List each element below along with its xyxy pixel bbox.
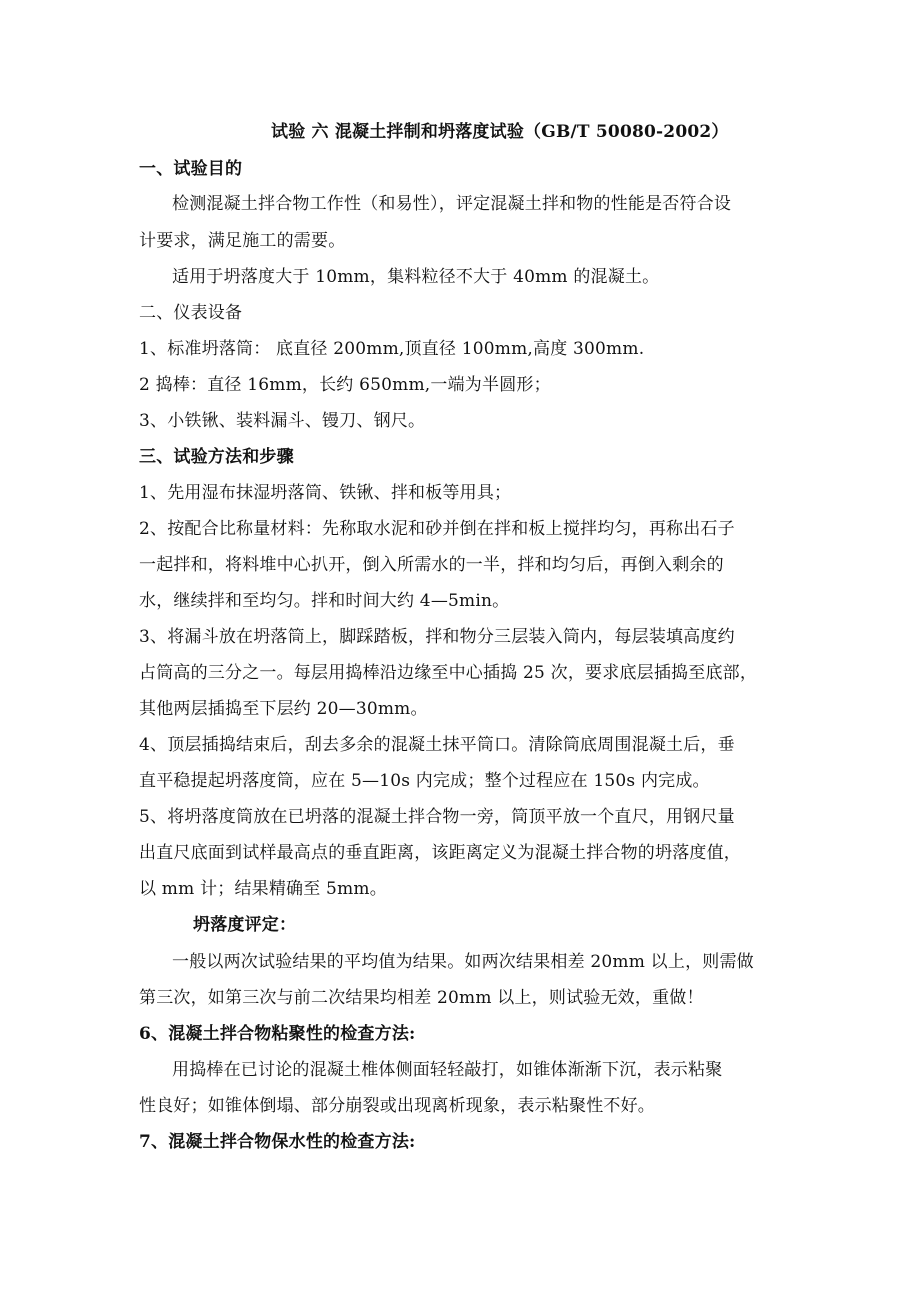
section-1-paragraph-1-line-1: 检测混凝土拌合物工作性（和易性），评定混凝土拌和物的性能是否符合设 bbox=[172, 194, 732, 214]
section-1-paragraph-1-line-2: 计要求，满足施工的需要。 bbox=[139, 231, 346, 251]
step-3-line-3: 其他两层插捣至下层约 20—30mm。 bbox=[139, 699, 428, 719]
step-5-line-1: 5、将坍落度筒放在已坍落的混凝土拌合物一旁，筒顶平放一个直尺，用钢尺量 bbox=[139, 807, 735, 827]
equipment-item-1: 1、标准坍落筒： 底直径 200mm,顶直径 100mm,高度 300mm. bbox=[139, 339, 645, 359]
slump-evaluation-heading: 坍落度评定： bbox=[193, 915, 297, 935]
step-2-line-2: 一起拌和，将料堆中心扒开，倒入所需水的一半，拌和均匀后，再倒入剩余的 bbox=[139, 555, 724, 575]
step-1: 1、先用湿布抹湿坍落筒、铁锹、拌和板等用具； bbox=[139, 483, 512, 503]
step-3-line-2: 占筒高的三分之一。每层用捣棒沿边缘至中心插捣 25 次，要求底层插捣至底部， bbox=[139, 663, 758, 683]
section-2-heading: 二、仪表设备 bbox=[139, 303, 243, 323]
slump-evaluation-line-1: 一般以两次试验结果的平均值为结果。如两次结果相差 20mm 以上，则需做 bbox=[172, 952, 754, 972]
equipment-item-2: 2 捣棒：直径 16mm，长约 650mm,一端为半圆形； bbox=[139, 375, 551, 395]
section-1-paragraph-2: 适用于坍落度大于 10mm，集料粒径不大于 40mm 的混凝土。 bbox=[172, 267, 660, 287]
section-6-line-2: 性良好；如锥体倒塌、部分崩裂或出现离析现象，表示粘聚性不好。 bbox=[139, 1096, 655, 1116]
section-3-heading: 三、试验方法和步骤 bbox=[139, 447, 294, 467]
step-4-line-1: 4、顶层插捣结束后，刮去多余的混凝土抹平筒口。清除筒底周围混凝土后，垂 bbox=[139, 735, 735, 755]
section-6-line-1: 用捣棒在已讨论的混凝土椎体侧面轻轻敲打，如锥体渐渐下沉，表示粘聚 bbox=[172, 1060, 723, 1080]
step-2-line-1: 2、按配合比称量材料：先称取水泥和砂并倒在拌和板上搅拌均匀，再称出石子 bbox=[139, 519, 735, 539]
section-7-heading: 7、混凝土拌合物保水性的检查方法: bbox=[139, 1132, 416, 1152]
slump-evaluation-line-2: 第三次，如第三次与前二次结果均相差 20mm 以上，则试验无效，重做！ bbox=[139, 988, 704, 1008]
document-title: 试验 六 混凝土拌制和坍落度试验（GB/T 50080-2002） bbox=[271, 122, 729, 142]
section-6-heading: 6、混凝土拌合物粘聚性的检查方法: bbox=[139, 1024, 416, 1044]
step-4-line-2: 直平稳提起坍落度筒，应在 5—10s 内完成；整个过程应在 150s 内完成。 bbox=[139, 771, 710, 791]
section-1-heading: 一、试验目的 bbox=[139, 159, 243, 179]
equipment-item-3: 3、小铁锹、装料漏斗、镘刀、钢尺。 bbox=[139, 411, 426, 431]
step-5-line-3: 以 mm 计；结果精确至 5mm。 bbox=[139, 879, 387, 899]
step-3-line-1: 3、将漏斗放在坍落筒上，脚踩踏板，拌和物分三层装入筒内，每层装填高度约 bbox=[139, 627, 735, 647]
step-5-line-2: 出直尺底面到试样最高点的垂直距离，该距离定义为混凝土拌合物的坍落度值， bbox=[139, 843, 741, 863]
step-2-line-3: 水，继续拌和至均匀。拌和时间大约 4—5min。 bbox=[139, 591, 510, 611]
